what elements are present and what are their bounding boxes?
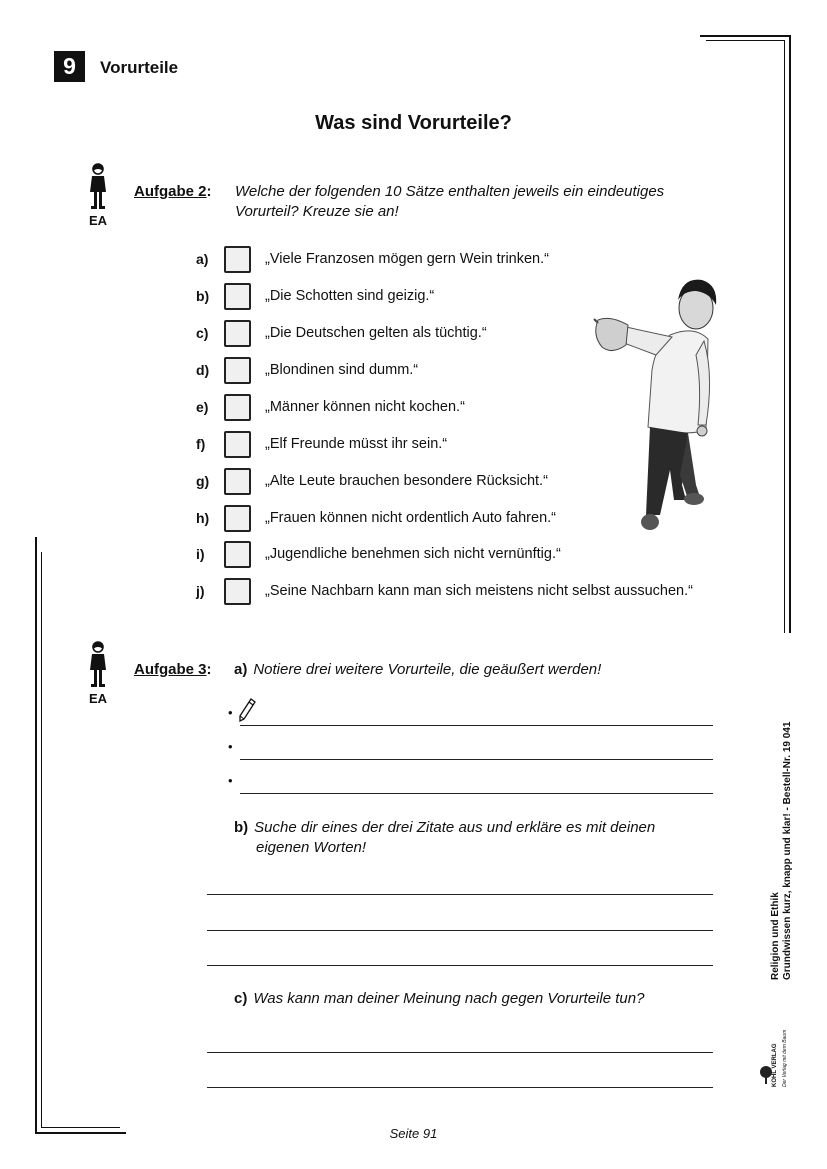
chapter-title: Vorurteile — [100, 58, 179, 77]
checkbox-i[interactable] — [224, 541, 251, 568]
item-letter: i) — [196, 546, 205, 562]
answer-line[interactable] — [207, 965, 713, 966]
checkbox-j[interactable] — [224, 578, 251, 605]
pencil-icon — [238, 698, 256, 724]
task2-icon — [86, 162, 110, 217]
frame-line — [700, 35, 791, 37]
item-text: „Seine Nachbarn kann man sich meistens nicht selbst aussuchen.“ — [265, 583, 693, 599]
publisher-slogan: Der Verlag mit dem Baum — [782, 1029, 788, 1087]
person-icon — [86, 162, 110, 212]
task2-instruction: Welche der folgenden 10 Sätze enthalten jeweils ein eindeutiges Vorurteil? Kreuze sie an! — [235, 183, 665, 220]
item-text: „Frauen können nicht ordentlich Auto fahren.“ — [265, 510, 556, 526]
frame-line — [41, 552, 42, 1128]
item-text: „Alte Leute brauchen besondere Rücksicht.“ — [265, 473, 548, 489]
page-number: Seite 91 — [389, 1126, 438, 1141]
item-letter: f) — [196, 436, 206, 452]
list-item — [196, 576, 693, 606]
checkbox-a[interactable] — [224, 246, 251, 273]
checkbox-f[interactable] — [224, 431, 251, 458]
sub-letter: a) — [234, 661, 248, 678]
checkbox-g[interactable] — [224, 468, 251, 495]
item-text: „Die Deutschen gelten als tüchtig.“ — [265, 325, 487, 341]
answer-line[interactable] — [240, 725, 713, 726]
checkbox-b[interactable] — [224, 283, 251, 310]
task3-label-text: Aufgabe 3 — [134, 661, 207, 678]
item-letter: a) — [196, 251, 209, 267]
list-item — [196, 429, 447, 459]
item-letter: e) — [196, 399, 209, 415]
item-letter: j) — [196, 583, 205, 599]
task3a-instruction — [234, 660, 601, 680]
list-item — [196, 281, 434, 311]
item-letter: g) — [196, 473, 210, 489]
side-line2: Grundwissen kurz, knapp und klar! - Bestell-Nr. 19 041 — [782, 721, 793, 980]
task3b-text: Suche dir eines der drei Zitate aus und erkläre es mit deinen — [254, 819, 656, 836]
answer-line[interactable] — [207, 1087, 713, 1088]
bullet: • — [228, 739, 233, 754]
item-letter: b) — [196, 288, 210, 304]
task2-label: Aufgabe 2: — [134, 183, 212, 200]
sub-letter: b) — [234, 819, 249, 836]
work-form-label: EA — [88, 213, 108, 228]
item-text: „Jugendliche benehmen sich nicht vernünftig.“ — [265, 546, 561, 562]
list-item — [196, 392, 465, 422]
list-item — [196, 355, 418, 385]
publisher-logo — [758, 1029, 788, 1087]
task3b-instruction — [234, 818, 714, 858]
task3c-text: Was kann man deiner Meinung nach gegen Vorurteile tun? — [253, 990, 645, 1007]
item-letter: d) — [196, 362, 210, 378]
answer-line[interactable] — [240, 759, 713, 760]
task2-label-text: Aufgabe 2 — [134, 183, 207, 200]
bullet: • — [228, 773, 233, 788]
person-icon — [86, 640, 110, 690]
side-line1: Religion und Ethik — [770, 892, 781, 980]
frame-line — [706, 40, 785, 41]
answer-line[interactable] — [207, 894, 713, 895]
chapter-number: 9 — [54, 51, 85, 82]
item-text: „Männer können nicht kochen.“ — [265, 399, 465, 415]
answer-line[interactable] — [207, 1052, 713, 1053]
task3-icon — [86, 640, 110, 695]
pointing-man-illustration — [590, 275, 725, 540]
item-text: „Die Schotten sind geizig.“ — [265, 288, 435, 304]
task3b-text-cont: eigenen Worten! — [256, 839, 367, 856]
bullet: • — [228, 705, 233, 720]
answer-line[interactable] — [207, 930, 713, 931]
work-form-label: EA — [88, 691, 108, 706]
sub-letter: c) — [234, 990, 248, 1007]
checkbox-h[interactable] — [224, 505, 251, 532]
list-item — [196, 539, 561, 569]
checkbox-d[interactable] — [224, 357, 251, 384]
list-item — [196, 318, 487, 348]
item-letter: c) — [196, 325, 209, 341]
task3-label: Aufgabe 3: — [134, 661, 212, 678]
frame-line — [35, 537, 37, 1134]
list-item — [196, 466, 548, 496]
item-text: „Elf Freunde müsst ihr sein.“ — [265, 436, 448, 452]
task3c-instruction — [234, 989, 644, 1009]
list-item — [196, 244, 549, 274]
checkbox-e[interactable] — [224, 394, 251, 421]
list-item — [196, 503, 556, 533]
answer-line[interactable] — [240, 793, 713, 794]
task3a-text: Notiere drei weitere Vorurteile, die geäußert werden! — [253, 661, 602, 678]
publisher-name: KOHL VERLAG — [772, 1043, 778, 1087]
item-text: „Viele Franzosen mögen gern Wein trinken.“ — [265, 251, 549, 267]
item-letter: h) — [196, 510, 210, 526]
checkbox-c[interactable] — [224, 320, 251, 347]
page-title: Was sind Vorurteile? — [315, 112, 512, 134]
item-text: „Blondinen sind dumm.“ — [265, 362, 419, 378]
